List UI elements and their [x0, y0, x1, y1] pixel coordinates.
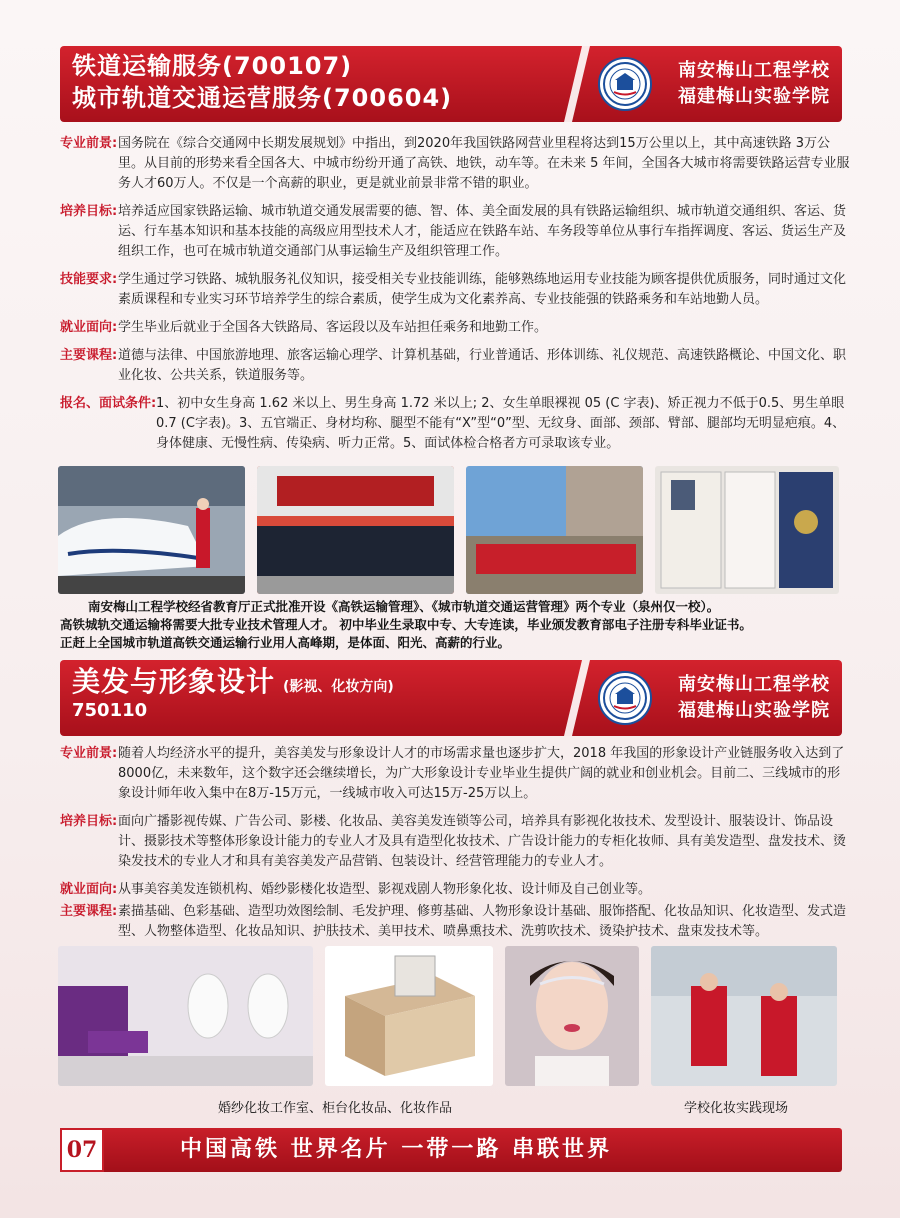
row-label: 专业前景:: [60, 746, 118, 761]
row-text: 素描基础、色彩基础、造型功效图绘制、毛发护理、修剪基础、人物形象设计基础、服饰搭配、化妆品知识、化妆造型、发式造型、人物整体造型、化妆品知识、护肤技术、美甲技术、喷鼻熏技术、洗剪吹技术、烫染护技术、盘束发技术等。: [118, 904, 847, 939]
banner-divider: [564, 660, 590, 736]
railway-section: [60, 134, 850, 462]
beauty-caption-right: 学校化妆实践现场: [684, 1101, 789, 1116]
photo-makeup-practice: [651, 946, 837, 1086]
row-label: 就业面向:: [60, 320, 118, 335]
school-name-1: 南安梅山工程学校: [678, 674, 830, 695]
railway-caption: [60, 598, 850, 652]
info-row: [60, 318, 850, 338]
row-text: 1、初中女生身高 1.62 米以上、男生身高 1.72 米以上; 2、女生单眼裸视 05 (C 字表)、矫正视力不低于0.5、男生单眼0.7 (C字表)。3、五官端正、身材均称、腿型不能有“X”型“0”型、无纹身、面部、颈部、臂部、腿部均无明显疤痕。4、身体健康、无慢性病、传染病、听力正常。5、面试体检合格者方可录取该专业。: [156, 396, 846, 451]
info-row: [60, 134, 850, 194]
info-row: [60, 812, 850, 872]
info-row: [60, 880, 850, 900]
header-banner-railway: [60, 46, 842, 122]
railway-photo-strip: [58, 466, 839, 594]
school-logo-icon: [598, 57, 652, 111]
row-label: 主要课程:: [60, 904, 118, 919]
row-label: 专业前景:: [60, 136, 118, 151]
footer-banner: [60, 1128, 842, 1172]
row-text: 面向广播影视传媒、广告公司、影楼、化妆品、美容美发连锁等公司，培养具有影视化妆技术、发型设计、服装设计、饰品设计、摄影技术等整体形象设计能力的专业人才及具有造型化妆技术、广告设计能力的专柜化妆师、具有美发造型、盘发技术、烫染发技术的专业人才和具有美容美发产品营销、包装设计、经营管理能力的专业人才。: [118, 814, 847, 869]
info-row: [60, 346, 850, 386]
photo-high-speed-train: [58, 466, 245, 594]
beauty-photo-strip: [58, 946, 837, 1086]
banner-title-line2: 城市轨道交通运营服务(700604): [72, 84, 453, 112]
row-label: 培养目标:: [60, 814, 118, 829]
photo-group-students: [257, 466, 454, 594]
school-name: [678, 58, 830, 110]
beauty-caption-left: 婚纱化妆工作室、柜台化妆品、化妆作品: [218, 1101, 453, 1116]
caption-line: 正赶上全国城市轨道高铁交通运输行业用人高峰期，是体面、阳光、高薪的行业。: [60, 635, 511, 650]
caption-line: 南安梅山工程学校经省教育厅正式批准开设《高铁运输管理》、《城市轨道交通运营管理》两个专业（泉州仅一校）。: [88, 599, 720, 614]
row-label: 培养目标:: [60, 204, 118, 219]
school-name-2: 福建梅山实验学院: [678, 700, 830, 721]
info-row: [60, 270, 850, 310]
school-name-1: 南安梅山工程学校: [678, 60, 830, 81]
banner-title-main: 美发与形象设计: [72, 665, 276, 698]
page-number: 07: [60, 1128, 104, 1172]
row-label: 技能要求:: [60, 272, 118, 287]
banner-code: 750110: [72, 700, 148, 721]
row-text: 道德与法律、中国旅游地理、旅客运输心理学、计算机基础，行业普通话、形体训练、礼仪规范、高速铁路概论、中国文化、职业化妆、公共关系，铁道服务等。: [118, 348, 847, 383]
photo-bridal-makeup: [505, 946, 639, 1086]
row-text: 国务院在《综合交通网中长期发展规划》中指出，到2020年我国铁路网营业里程将达到15万公里以上，其中高速铁路 3万公里。从目前的形势来看全国各大、中城市纷纷开通了高铁、地铁，动车等。在未来 5 年间，全国各大城市将需要铁路运营专业服务人才60万人。不仅是一个高薪的职业，更是就业前景非常不错的职业。: [118, 136, 850, 191]
row-text: 培养适应国家铁路运输、城市轨道交通发展需要的德、智、体、美全面发展的具有铁路运输组织、城市轨道交通组织、客运、货运、行车基本知识和基本技能的高级应用型技术人才，能适应在铁路车站、车务段等单位从事行车指挥调度、客运、货运生产及组织工作，也可在城市轨道交通部门从事运输生产及组织管理工作。: [118, 204, 847, 259]
row-text: 从事美容美发连锁机构、婚纱影楼化妆造型、影视戏剧人物形象化妆、设计师及自己创业等。: [118, 882, 652, 897]
info-row: [60, 202, 850, 262]
info-row: [60, 902, 850, 942]
banner-title: [72, 50, 452, 114]
beauty-section: [60, 744, 850, 950]
photo-makeup-studio: [58, 946, 313, 1086]
row-label: 报名、面试条件:: [60, 396, 157, 411]
photo-drill-training: [466, 466, 643, 594]
banner-title-sub: (影视、化妆方向): [283, 679, 394, 695]
row-label: 主要课程:: [60, 348, 118, 363]
row-label: 就业面向:: [60, 882, 118, 897]
photo-vanity-cabinet: [325, 946, 493, 1086]
banner-title: [72, 666, 394, 724]
banner-title-line1: 铁道运输服务(700107): [72, 52, 353, 80]
school-name-2: 福建梅山实验学院: [678, 86, 830, 107]
info-row: [60, 394, 850, 454]
header-banner-beauty: [60, 660, 842, 736]
photo-certificates: [655, 466, 839, 594]
school-logo-icon: [598, 671, 652, 725]
row-text: 学生毕业后就业于全国各大铁路局、客运段以及车站担任乘务和地勤工作。: [118, 320, 548, 335]
banner-divider: [564, 46, 590, 122]
row-text: 学生通过学习铁路、城轨服务礼仪知识，接受相关专业技能训练，能够熟练地运用专业技能为顾客提供优质服务，同时通过文化素质课程和专业实习环节培养学生的综合素质，使学生成为文化素养高、专业技能强的铁路乘务和车站地勤人员。: [118, 272, 847, 307]
row-text: 随着人均经济水平的提升，美容美发与形象设计人才的市场需求量也逐步扩大，2018 年我国的形象设计产业链服务收入达到了 8000亿，未来数年，这个数字还会继续增长，为广大形象设计专业毕业生提供广阔的就业和创业机会。目前二、三线城市的形象设计师年收入集中在8万-15万元，一线城市收入可达15万-25万以上。: [118, 746, 845, 801]
info-row: [60, 744, 850, 804]
footer-slogan: 中国高铁 世界名片 一带一路 串联世界: [180, 1137, 612, 1162]
school-name: [678, 672, 830, 724]
caption-line: 高铁城轨交通运输将需要大批专业技术管理人才。 初中毕业生录取中专、大专连读，毕业颁发教育部电子注册专科毕业证书。: [60, 617, 752, 632]
